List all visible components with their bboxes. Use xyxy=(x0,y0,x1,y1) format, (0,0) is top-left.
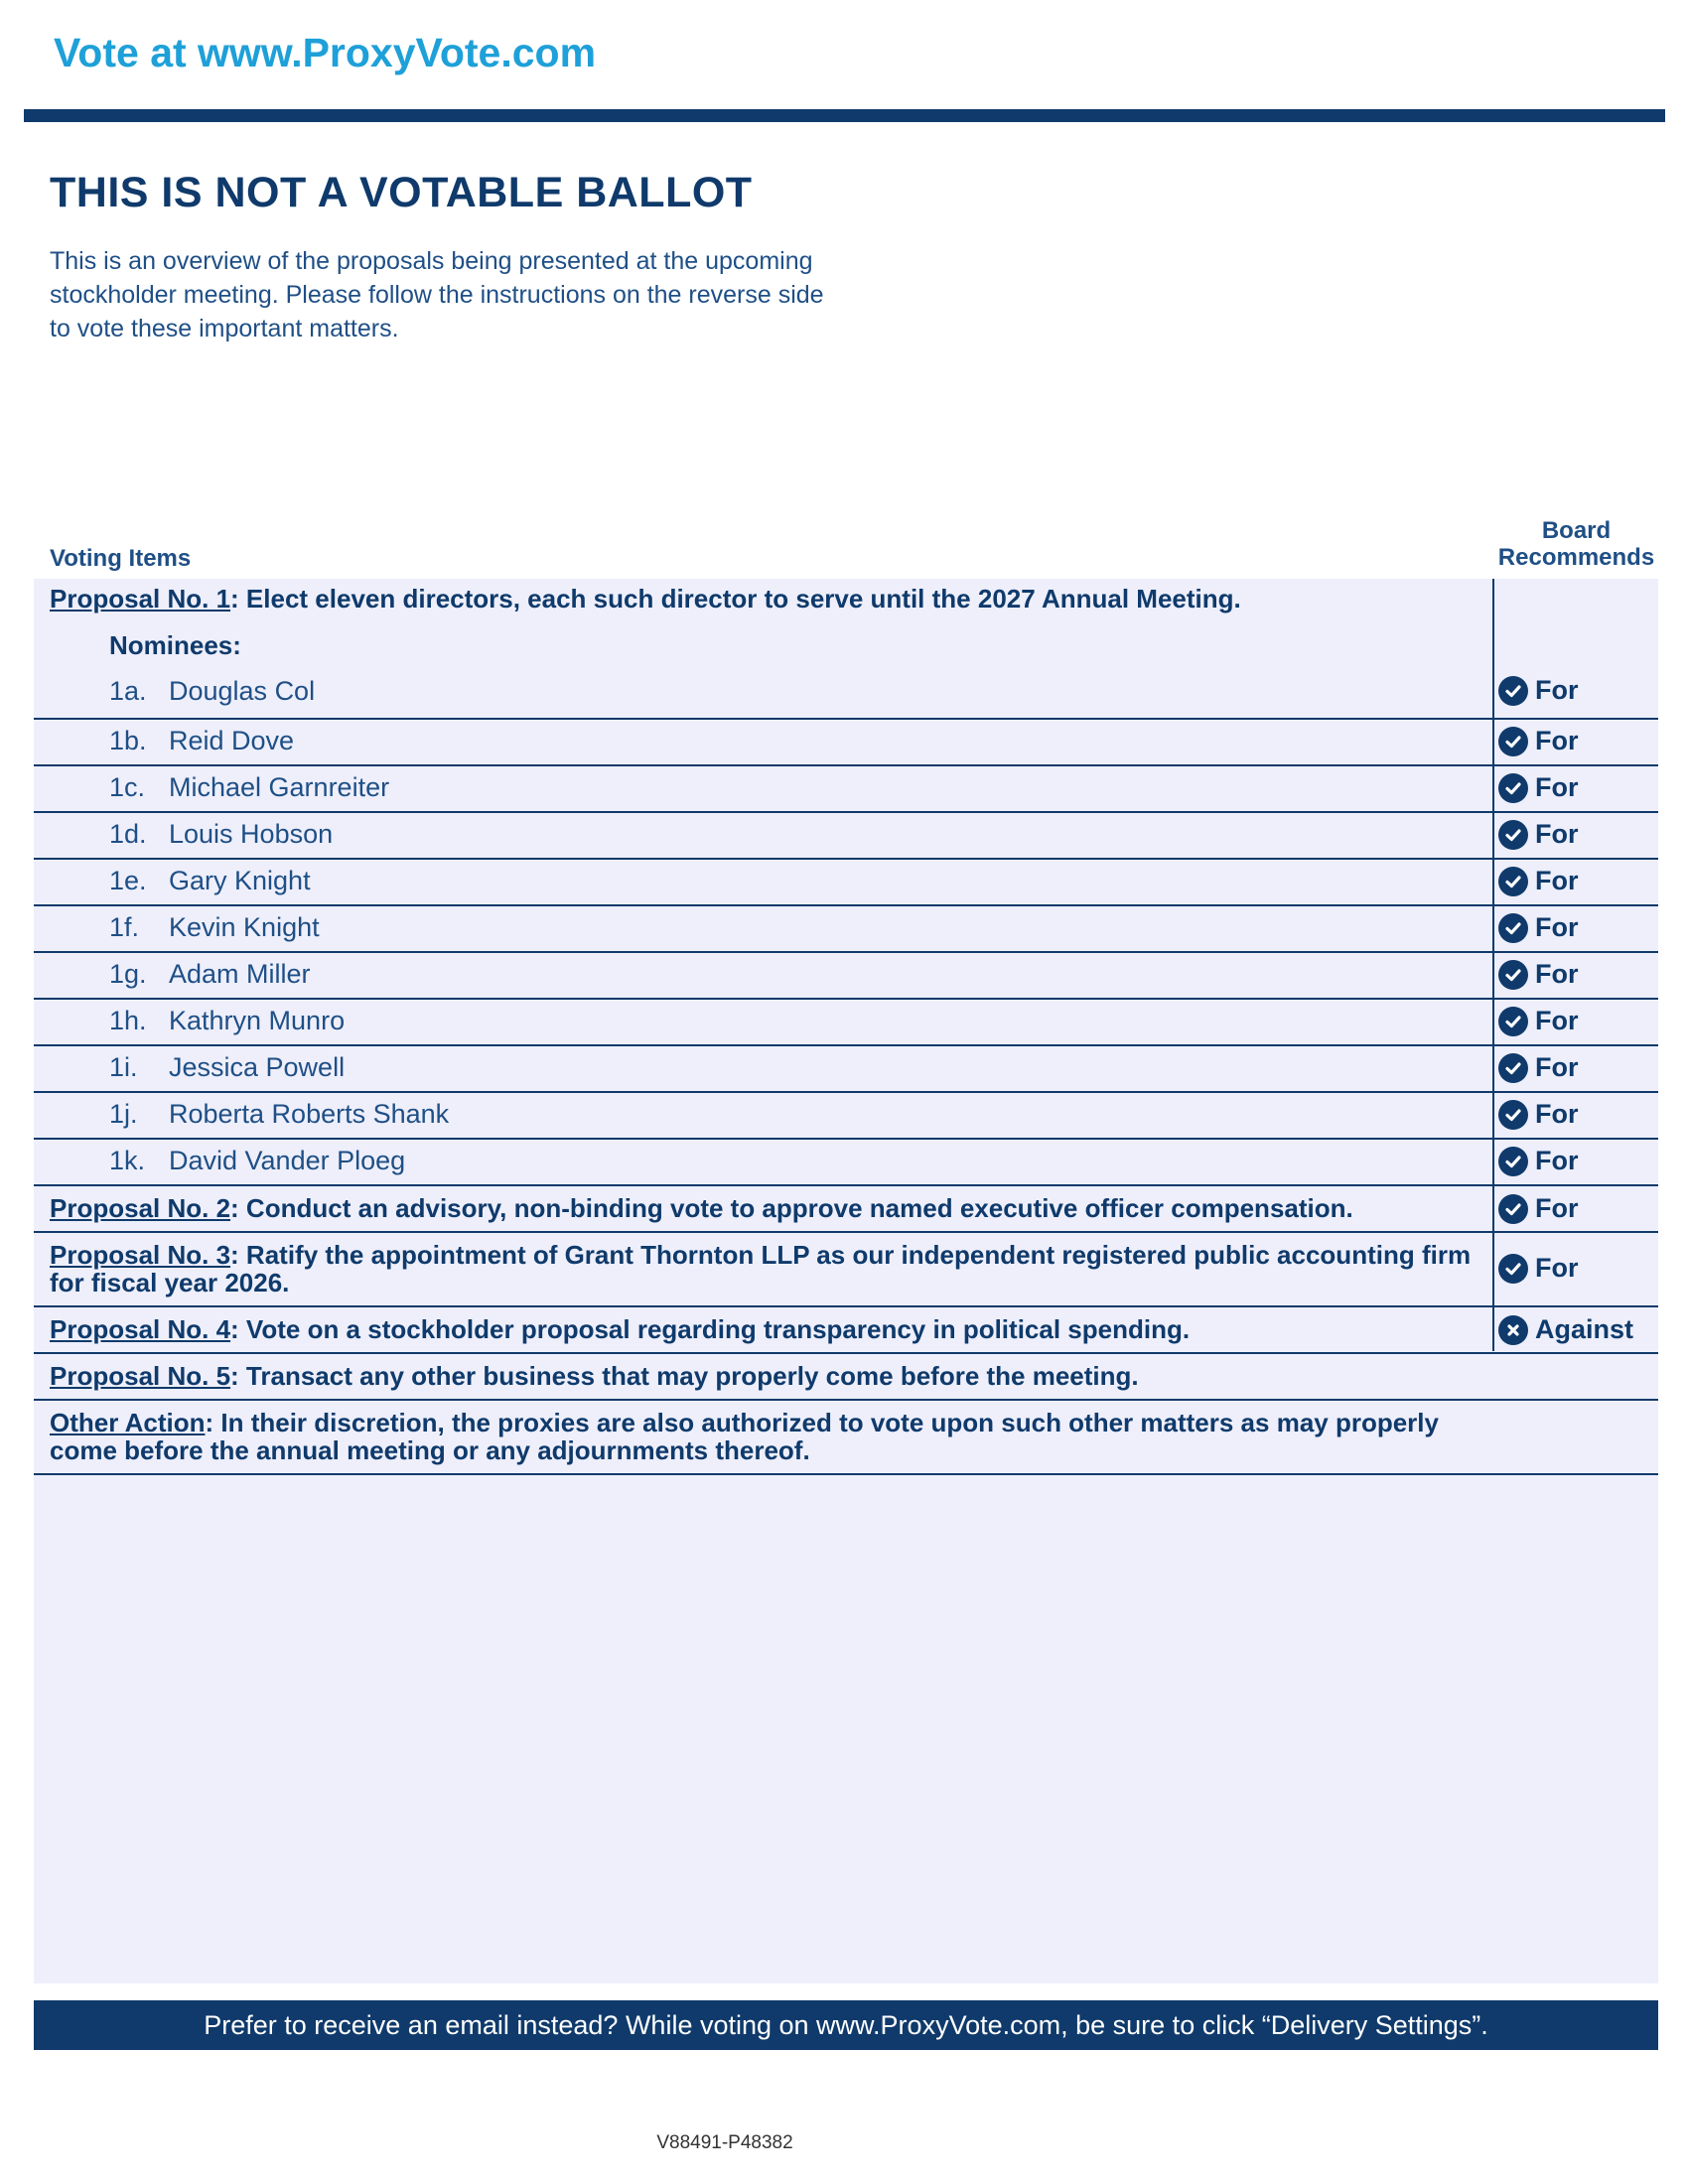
proposal-row xyxy=(34,1186,1658,1233)
check-circle-icon xyxy=(1498,1194,1528,1224)
nominee-number: 1f. xyxy=(109,912,140,942)
nominee-number: 1k. xyxy=(109,1146,146,1175)
nominee-row xyxy=(34,1093,1658,1140)
nominee-number: 1c. xyxy=(109,772,146,802)
check-circle-icon xyxy=(1498,867,1528,896)
recommendation-label: For xyxy=(1535,1099,1579,1129)
recommendation xyxy=(1498,675,1579,706)
check-circle-icon xyxy=(1498,913,1528,943)
nominee-row xyxy=(34,720,1658,766)
recommendation-label: For xyxy=(1535,1146,1579,1175)
recommendation xyxy=(1498,1146,1579,1176)
check-circle-icon xyxy=(1498,820,1528,850)
recommendation-label: For xyxy=(1535,912,1579,942)
check-circle-icon xyxy=(1498,1053,1528,1083)
proposal-link[interactable]: Proposal No. 4 xyxy=(50,1314,231,1344)
nominee-row xyxy=(34,1000,1658,1046)
proposal-description: : Conduct an advisory, non-binding vote to approve named executive officer compensation. xyxy=(230,1193,1353,1223)
recommendation-label: Against xyxy=(1535,1314,1634,1344)
x-circle-icon xyxy=(1498,1315,1528,1345)
recommendation xyxy=(1498,866,1579,896)
email-delivery-text: Prefer to receive an email instead? While voting on www.ProxyVote.com, be sure to click “Delivery Settings”. xyxy=(204,2009,1488,2040)
check-circle-icon xyxy=(1498,1007,1528,1036)
proposal-text xyxy=(50,1314,1479,1344)
nominee-number: 1h. xyxy=(109,1006,147,1035)
recommendation-label: For xyxy=(1535,772,1579,802)
nominee-row xyxy=(34,1046,1658,1093)
recommendation xyxy=(1498,819,1579,850)
intro-text: This is an overview of the proposals being presented at the upcoming stockholder meeting. Please follow the instructions on the reverse side to vote these important matters. xyxy=(50,247,824,342)
board-recommends-line1: Board xyxy=(1541,517,1612,544)
nominee-name: Adam Miller xyxy=(169,959,311,989)
page-title: THIS IS NOT A VOTABLE BALLOT xyxy=(50,169,753,216)
proposal-description: : In their discretion, the proxies are also authorized to vote upon such other matters as may properly come before the annual meeting or any adjournments thereof. xyxy=(50,1408,1439,1465)
recommendation-label: For xyxy=(1535,866,1579,895)
proposal-row xyxy=(34,1354,1658,1401)
recommendation xyxy=(1498,1006,1579,1036)
check-circle-icon xyxy=(1498,773,1528,803)
board-recommends-line2: Recommends xyxy=(1497,544,1655,571)
proposal-1-description: : Elect eleven directors, each such director to serve until the 2027 Annual Meeting. xyxy=(230,584,1241,614)
check-circle-icon xyxy=(1498,960,1528,990)
board-recommends-header xyxy=(1489,517,1663,571)
check-circle-icon xyxy=(1498,1147,1528,1176)
proposal-description: : Ratify the appointment of Grant Thornton LLP as our independent registered public accounting firm for fiscal year 2026. xyxy=(50,1240,1472,1297)
proposal-text xyxy=(50,1241,1479,1297)
proposal-row xyxy=(34,1401,1658,1475)
nominee-name: Douglas Col xyxy=(169,676,316,706)
recommendation xyxy=(1498,1193,1579,1224)
recommendation xyxy=(1498,959,1579,990)
nominee-name: Gary Knight xyxy=(169,866,311,895)
proposal-1-row xyxy=(34,579,1658,720)
nominee-row xyxy=(34,1140,1658,1186)
nominee-number: 1i. xyxy=(109,1052,138,1082)
nominee-row xyxy=(34,813,1658,860)
recommendation xyxy=(1498,772,1579,803)
check-circle-icon xyxy=(1498,727,1528,756)
proposal-description: : Transact any other business that may properly come before the meeting. xyxy=(230,1361,1139,1391)
nominee-number: 1a. xyxy=(109,676,147,706)
nominee-name: Jessica Powell xyxy=(169,1052,346,1082)
proposal-1-text xyxy=(50,585,1479,613)
proposal-1-link[interactable]: Proposal No. 1 xyxy=(50,584,231,614)
nominee-name: Kevin Knight xyxy=(169,912,320,942)
recommendation xyxy=(1498,1253,1579,1284)
proxyvote-header-link[interactable]: Vote at www.ProxyVote.com xyxy=(54,30,597,75)
recommendation-label: For xyxy=(1535,1193,1579,1223)
nominee-number: 1g. xyxy=(109,959,147,989)
proposal-link[interactable]: Proposal No. 3 xyxy=(50,1240,231,1270)
nominee-name: Michael Garnreiter xyxy=(169,772,390,802)
recommendation xyxy=(1498,1052,1579,1083)
proposal-link[interactable]: Other Action xyxy=(50,1408,206,1437)
check-circle-icon xyxy=(1498,676,1528,706)
proposal-row xyxy=(34,1307,1658,1354)
check-circle-icon xyxy=(1498,1100,1528,1130)
proposal-text xyxy=(50,1361,1479,1391)
recommendation-label: For xyxy=(1535,1006,1579,1035)
nominee-row xyxy=(34,906,1658,953)
recommendation-label: For xyxy=(1535,959,1579,989)
nominees-label: Nominees: xyxy=(109,630,241,660)
nominee-number: 1e. xyxy=(109,866,147,895)
email-delivery-banner xyxy=(34,2000,1658,2050)
nominee-name: Louis Hobson xyxy=(169,819,334,849)
recommendation-label: For xyxy=(1535,726,1579,755)
recommendation-label: For xyxy=(1535,1253,1579,1283)
voting-items-table xyxy=(34,579,1658,1475)
recommendation-label: For xyxy=(1535,675,1579,705)
nominee-row xyxy=(34,953,1658,1000)
recommendation xyxy=(1498,912,1579,943)
voting-items-header: Voting Items xyxy=(50,545,192,572)
recommendation-label: For xyxy=(1535,819,1579,849)
proposal-text xyxy=(50,1193,1479,1223)
nominee-name: David Vander Ploeg xyxy=(169,1146,406,1175)
proposal-description: : Vote on a stockholder proposal regarding transparency in political spending. xyxy=(230,1314,1191,1344)
proposal-link[interactable]: Proposal No. 5 xyxy=(50,1361,231,1391)
recommendation xyxy=(1498,726,1579,756)
control-code: V88491-P48382 xyxy=(656,2132,793,2153)
nominee-number: 1b. xyxy=(109,726,147,755)
check-circle-icon xyxy=(1498,1254,1528,1284)
nominee-name: Reid Dove xyxy=(169,726,295,755)
proposal-link[interactable]: Proposal No. 2 xyxy=(50,1193,231,1223)
recommendation xyxy=(1498,1314,1633,1345)
proposal-row xyxy=(34,1233,1658,1307)
recommendation xyxy=(1498,1099,1579,1130)
nominee-number: 1d. xyxy=(109,819,147,849)
nominee-name: Roberta Roberts Shank xyxy=(169,1099,450,1129)
recommendation-label: For xyxy=(1535,1052,1579,1082)
nominee-row xyxy=(34,766,1658,813)
nominee-number: 1j. xyxy=(109,1099,138,1129)
nominee-name: Kathryn Munro xyxy=(169,1006,346,1035)
proposal-text xyxy=(50,1409,1479,1464)
header-rule xyxy=(24,109,1665,122)
nominee-row xyxy=(34,860,1658,906)
